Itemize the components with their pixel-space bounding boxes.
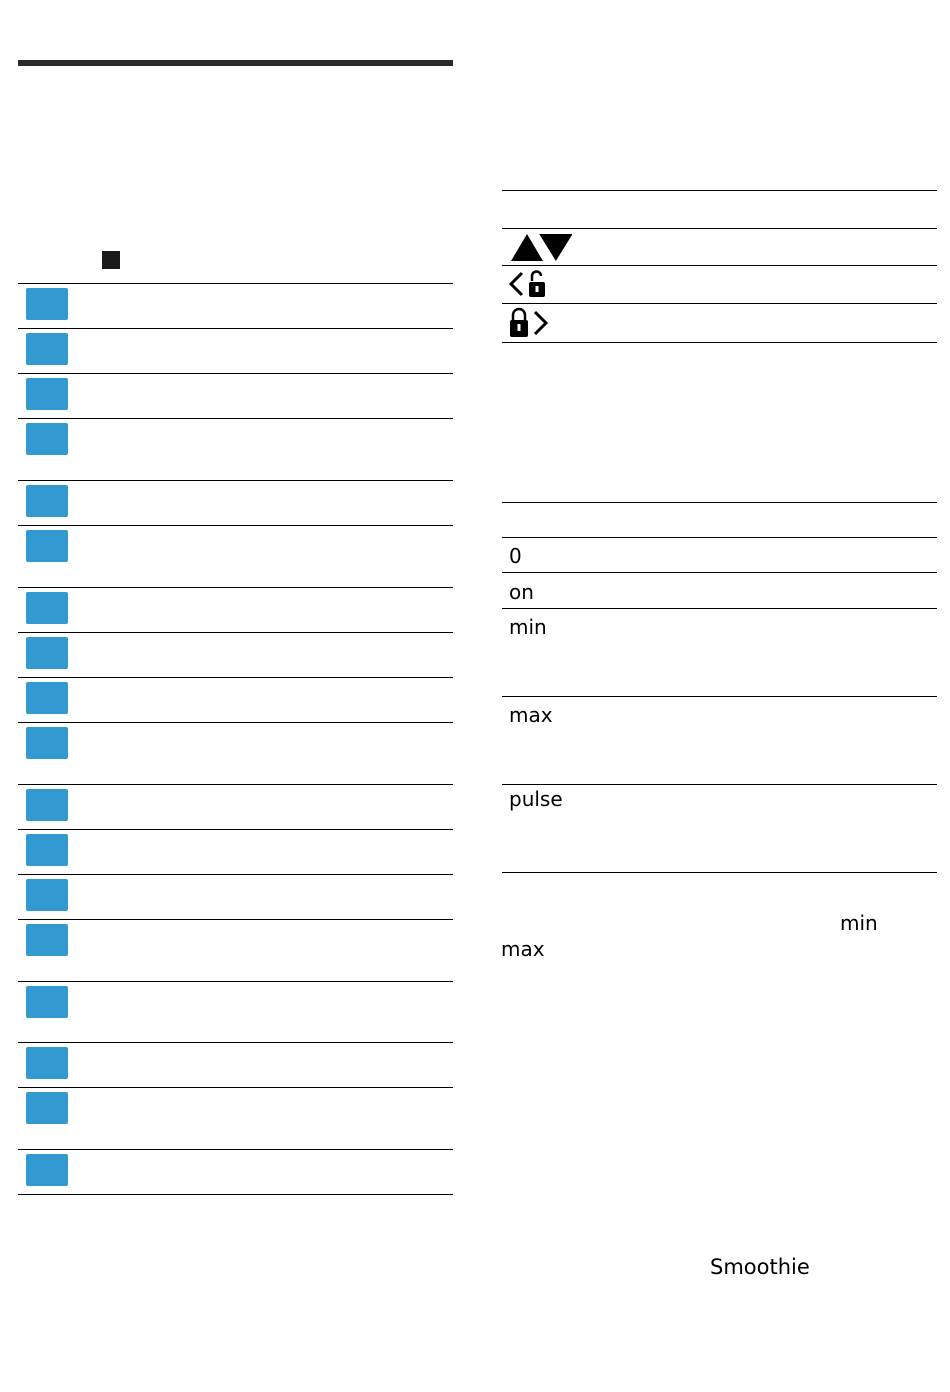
table-divider bbox=[18, 525, 453, 526]
table-divider bbox=[502, 872, 937, 873]
table-divider bbox=[502, 502, 937, 503]
program-badge bbox=[26, 288, 68, 320]
up-down-triangles-icon bbox=[502, 229, 572, 263]
table-divider bbox=[502, 784, 937, 785]
program-badge bbox=[26, 637, 68, 669]
table-divider bbox=[18, 874, 453, 875]
setting-pulse-label: pulse bbox=[509, 787, 563, 811]
smoothie-word: Smoothie bbox=[710, 1255, 810, 1279]
note-min-word: min bbox=[840, 911, 878, 935]
program-badge bbox=[26, 879, 68, 911]
table-divider bbox=[18, 418, 453, 419]
symbol-row bbox=[502, 229, 572, 263]
program-badge bbox=[26, 423, 68, 455]
setting-off-label: 0 bbox=[509, 544, 522, 568]
setting-min-label: min bbox=[509, 615, 547, 639]
locked-chevron-right-icon bbox=[502, 306, 552, 340]
table-divider bbox=[18, 283, 453, 284]
program-badge bbox=[26, 924, 68, 956]
table-divider bbox=[502, 342, 937, 343]
table-divider bbox=[18, 722, 453, 723]
table-divider bbox=[502, 608, 937, 609]
program-badge bbox=[26, 1154, 68, 1186]
symbol-row bbox=[502, 306, 552, 340]
table-divider bbox=[18, 587, 453, 588]
header-rule bbox=[18, 60, 453, 66]
table-divider bbox=[18, 1042, 453, 1043]
setting-on-label: on bbox=[509, 580, 534, 604]
program-badge bbox=[26, 789, 68, 821]
program-badge bbox=[26, 1092, 68, 1124]
table-divider bbox=[18, 829, 453, 830]
table-divider bbox=[502, 303, 937, 304]
table-divider bbox=[502, 572, 937, 573]
program-badge bbox=[26, 727, 68, 759]
table-divider bbox=[18, 677, 453, 678]
table-divider bbox=[502, 696, 937, 697]
program-badge bbox=[26, 592, 68, 624]
table-divider bbox=[502, 537, 937, 538]
table-divider bbox=[18, 784, 453, 785]
symbol-row bbox=[502, 267, 552, 301]
table-divider bbox=[18, 919, 453, 920]
program-badge bbox=[26, 834, 68, 866]
table-divider bbox=[18, 373, 453, 374]
program-badge bbox=[26, 333, 68, 365]
program-badge bbox=[26, 1047, 68, 1079]
table-divider bbox=[502, 265, 937, 266]
chevron-left-unlocked-icon bbox=[502, 267, 552, 301]
table-divider bbox=[502, 190, 937, 191]
table-divider bbox=[18, 1087, 453, 1088]
table-divider bbox=[18, 480, 453, 481]
table-divider bbox=[18, 981, 453, 982]
setting-max-label: max bbox=[509, 703, 553, 727]
program-badge bbox=[26, 378, 68, 410]
table-divider bbox=[18, 1194, 453, 1195]
program-badge bbox=[26, 485, 68, 517]
program-badge bbox=[26, 986, 68, 1018]
program-badge bbox=[26, 530, 68, 562]
table-divider bbox=[18, 632, 453, 633]
program-badge bbox=[26, 682, 68, 714]
table-divider bbox=[18, 328, 453, 329]
note-max-word: max bbox=[501, 937, 545, 961]
table-divider bbox=[18, 1149, 453, 1150]
stop-square-icon bbox=[102, 251, 120, 269]
